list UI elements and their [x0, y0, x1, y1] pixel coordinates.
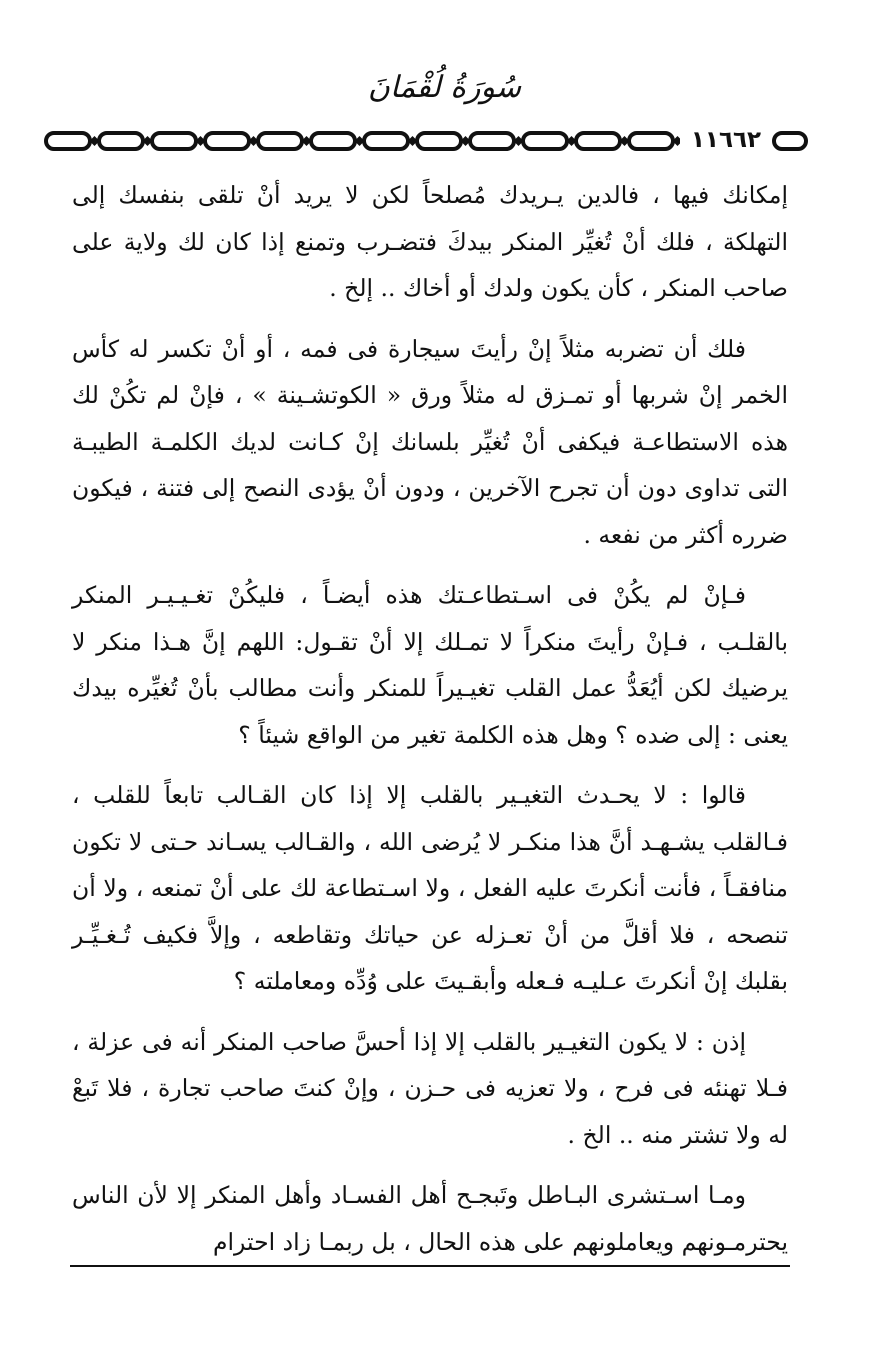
chain-link: [417, 133, 461, 149]
chain-link: [152, 133, 196, 149]
paragraph: إذن : لا يكون التغيـير بالقلب إلا إذا أحسَّ صاحب المنكر أنه فى عزلة ، فـلا تهنئه فى فرح ، ولا تعزيه فى حـزن ، وإنْ كنتَ صاحب تجارة ، فلا تَبعْ له ولا تشتر منه .. الخ .: [72, 1027, 788, 1149]
page-body: [72, 172, 788, 1279]
chain-link: [629, 133, 673, 149]
paragraph: فلك أن تضربه مثلاً إنْ رأيتَ سيجارة فى فمه ، أو أنْ تكسر له كأس الخمر إنْ شربها أو تمـزق له مثلاً ورق « الكوتشـينة » ، فإنْ لم تكُنْ لك هذه الاستطاعـة فيكفى أنْ تُغيِّر بلسانك إنْ كـانت لديك الكلمـة الطيبـة التى تداوى دون أن تجرح الآخرين ، ودون أنْ يؤدى النصح إلى فتنة ، فيكون ضرره أكثر من نفعه .: [72, 334, 788, 549]
chain-link: [99, 133, 143, 149]
chain-link: [46, 133, 90, 149]
surah-title: سُورَةُ لُقْمَانَ: [367, 70, 522, 105]
paragraph: قالوا : لا يحـدث التغيـير بالقلب إلا إذا كان القـالب تابعاً للقلب ، فـالقلب يشـهـد أنَّ هذا منكـر لا يُرضى الله ، والقـالب يسـاند حـتى لا تكون منافقـاً ، فأنت أنكرتَ عليه الفعل ، ولا اسـتطاعة لك على أنْ تمنعه ، ولا أن تنصحه ، فلا أقلَّ من أنْ تعـزله عن حياتك وتقاطعه ، وإلاَّ فكيف تُـغـيِّـر بقلبك إنْ أنكرتَ عـليـه فـعله وأبقـيتَ على وُدِّه ومعاملته ؟: [72, 781, 788, 995]
chain-link: [523, 133, 567, 149]
chain-link: [258, 133, 302, 149]
paragraph: ومـا اسـتشرى البـاطل وتَبجـح أهل الفسـاد وأهل المنكر إلا لأن الناس يحترمـونهم ويعاملونهم على هذه الحال ، بل ربمـا زاد احترام: [72, 1181, 788, 1256]
chain-link: [311, 133, 355, 149]
chain-link: [576, 133, 620, 149]
paragraph: إمكانك فيها ، فالدين يـريدك مُصلحاً لكن لا يريد أنْ تلقى بنفسك إلى التهلكة ، فلك أنْ تُغيِّر المنكر بيدكَ فتضـرب وتمنع إذا كان لك ولاية على صاحب المنكر ، كأن يكون ولدك أو أخاك .. إلخ .: [72, 181, 788, 302]
chain-link: [205, 133, 249, 149]
chain-link: [364, 133, 408, 149]
footer-rule: [70, 1265, 790, 1267]
paragraph: فـإنْ لم يكُنْ فى اسـتطاعـتك هذه أيضـاً ، فليكُنْ تغـيـيـر المنكر بالقلـب ، فـإنْ رأيتَ منكراً لا تمـلك إلا أنْ تقـول: اللهم إنَّ هـذا منكر لا يرضيك لكن أيُعَدُّ عمل القلب تغيـيراً للمنكر وأنت مطالب بأنْ تُغيِّره بيدك يعنى : إلى ضده ؟ وهل هذه الكلمة تغير من الواقع شيئاً ؟: [72, 581, 788, 749]
chain-link: [470, 133, 514, 149]
page-number: ١١٦٦٢: [680, 122, 772, 158]
chain-link: [774, 133, 806, 149]
